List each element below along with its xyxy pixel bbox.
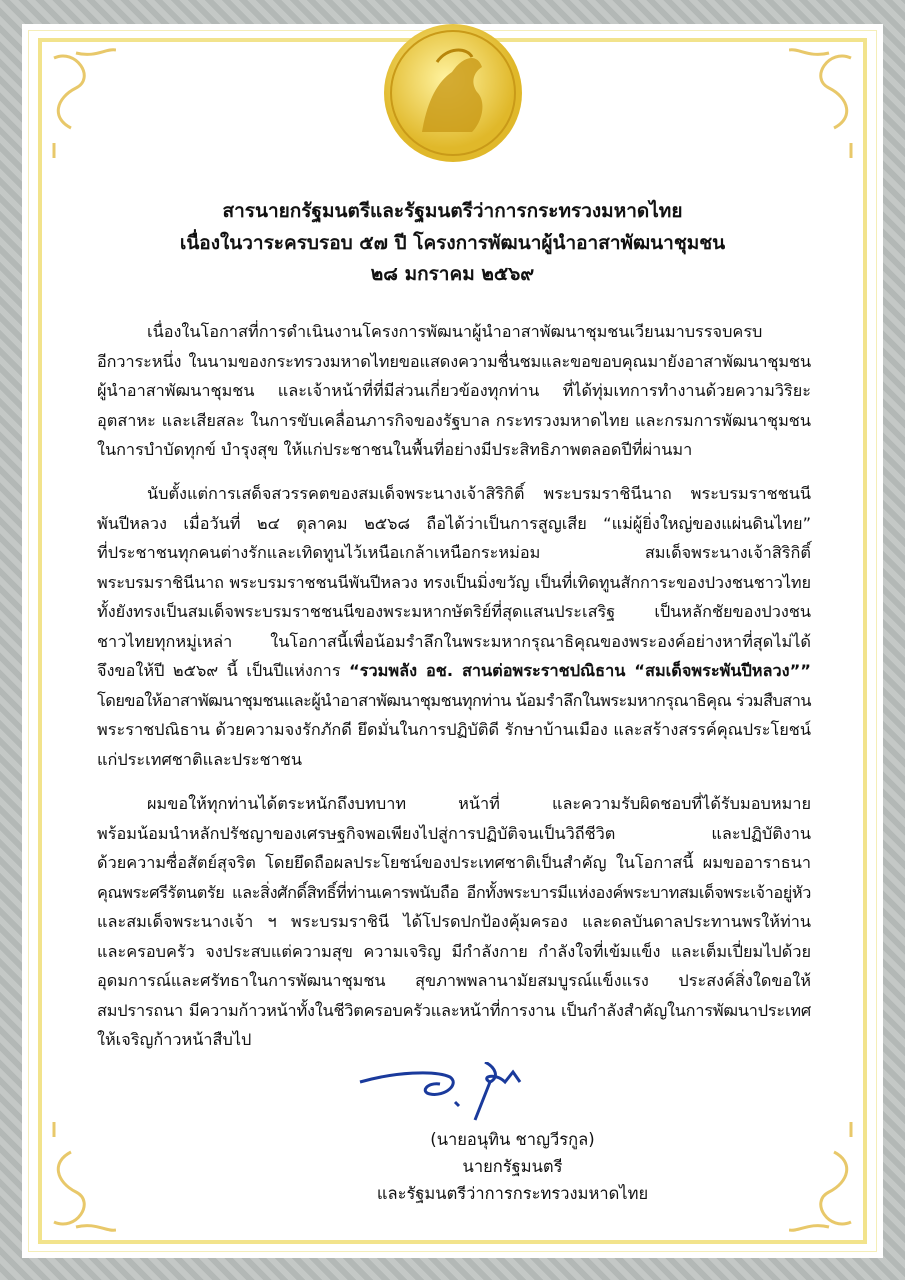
signatory-name: (นายอนุทิน ชาญวีรกูล) <box>430 1130 595 1149</box>
paragraph-line <box>97 630 811 654</box>
text-segment: พระราชปณิธาน ด้วยความจงรักภักดี ยึดมั่นในการปฏิบัติดี รักษาบ้านเมือง และสร้างสรรค์คุณประโยชน์ <box>97 720 811 739</box>
signature-icon <box>355 1062 555 1122</box>
text-segment: ให้เจริญก้าวหน้าสืบไป <box>97 1030 252 1049</box>
paragraph-line <box>97 350 811 374</box>
signatory-position: นายกรัฐมนตรี <box>462 1157 563 1176</box>
document-subtitle: เนื่องในวาระครบรอบ ๕๗ ปี โครงการพัฒนาผู้นำอาสาพัฒนาชุมชน <box>179 232 726 254</box>
paragraph-line <box>97 910 811 934</box>
text-segment: ที่ประชาชนทุกคนต่างรักและเทิดทูนไว้เหนือเกล้าเหนือกระหม่อม สมเด็จพระนางเจ้าสิริกิติ์ <box>97 543 811 562</box>
text-segment: ชาวไทยทุกหมู่เหล่า ในโอกาสนี้เพื่อน้อมรำลึกในพระมหากรุณาธิคุณของพระองค์อย่างหาที่สุดไม่ได้ <box>97 631 811 651</box>
paragraph-line <box>97 438 811 462</box>
text-segment: ผู้นำอาสาพัฒนาชุมชน และเจ้าหน้าที่ที่มีส่วนเกี่ยวข้องทุกท่าน ที่ได้ทุ่มเทการทำงานด้วยความวิริยะ <box>97 381 811 400</box>
signatory-position-ministry: และรัฐมนตรีว่าการกระทรวงมหาดไทย <box>376 1184 649 1203</box>
corner-ornament-icon <box>46 48 116 158</box>
text-segment: จึงขอให้ปี ๒๕๖๙ นี้ เป็นปีแห่งการ <box>97 661 350 680</box>
paragraph-line <box>97 748 811 772</box>
paragraph-line <box>97 851 811 875</box>
paragraph-line <box>147 320 811 344</box>
text-segment: แก่ประเทศชาติและประชาชน <box>97 749 302 769</box>
text-segment: พระบรมราชินีนาถ พระบรมราชชนนีพันปีหลวง ทรงเป็นมิ่งขวัญ เป็นที่เทิดทูนสักการะของปวงชนชาวไทย <box>97 572 811 592</box>
text-segment: คุณพระศรีรัตนตรัย และสิ่งศักดิ์สิทธิ์ที่ท่านเคารพนับถือ อีกทั้งพระบารมีแห่งองค์พระบาทสมเด็จพระเจ้าอยู่หัว <box>97 882 811 902</box>
text-segment: โดยขอให้อาสาพัฒนาชุมชนและผู้นำอาสาพัฒนาชุมชนทุกท่าน น้อมรำลึกในพระมหากรุณาธิคุณ ร่วมสืบสาน <box>97 690 811 710</box>
text-segment: ในการบำบัดทุกข์ บำรุงสุข ให้แก่ประชาชนในพื้นที่อย่างมีประสิทธิภาพตลอดปีที่ผ่านมา <box>97 440 693 459</box>
text-segment: อุตสาหะ และเสียสละ ในการขับเคลื่อนภารกิจของรัฐบาล กระทรวงมหาดไทย และกรมการพัฒนาชุมชน <box>97 410 811 430</box>
document-date: ๒๘ มกราคม ๒๕๖๙ <box>370 263 535 285</box>
paragraph-line <box>97 689 811 713</box>
text-segment: อุดมการณ์และศรัทธาในการพัฒนาชุมชน สุขภาพพลานามัยสมบูรณ์แข็งแรง ประสงค์สิ่งใดขอให้ <box>97 971 811 990</box>
paragraph-line <box>97 999 811 1023</box>
document-title: สารนายกรัฐมนตรีและรัฐมนตรีว่าการกระทรวงมหาดไทย <box>222 200 683 222</box>
paragraph-line <box>97 512 811 536</box>
text-segment: นับตั้งแต่การเสด็จสวรรคตของสมเด็จพระนางเจ้าสิริกิติ์ พระบรมราชินีนาถ พระบรมราชชนนี <box>147 484 811 503</box>
bold-text-segment: “รวมพลัง อช. สานต่อพระราชปณิธาน “สมเด็จพระพันปีหลวง”” <box>349 661 811 680</box>
text-segment: สมปรารถนา มีความก้าวหน้าทั้งในชีวิตครอบครัวและหน้าที่การงาน เป็นกำลังสำคัญในการพัฒนาประเทศ <box>97 1000 811 1020</box>
paragraph-line <box>97 659 811 683</box>
paragraph-line <box>97 571 811 595</box>
text-segment: ทั้งยังทรงเป็นสมเด็จพระบรมราชชนนีของพระมหากษัตริย์ที่สุดแสนประเสริฐ เป็นหลักชัยของปวงชน <box>97 602 811 621</box>
paragraph-line <box>97 1028 811 1052</box>
text-segment: และสมเด็จพระนางเจ้า ฯ พระบรมราชินี ได้โปรดปกป้องคุ้มครอง และดลบันดาลประทานพรให้ท่าน <box>97 912 811 931</box>
paragraph-line <box>97 718 811 742</box>
paragraph-line <box>147 482 811 506</box>
text-segment: ผมขอให้ทุกท่านได้ตระหนักถึงบทบาท หน้าที่ และความรับผิดชอบที่ได้รับมอบหมาย <box>147 794 811 813</box>
text-segment: และครอบครัว จงประสบแต่ความสุข ความเจริญ มีกำลังกาย กำลังใจที่เข้มแข็ง และเต็มเปี่ยมไปด้วย <box>97 941 811 961</box>
text-segment: ด้วยความซื่อสัตย์สุจริต โดยยึดถือผลประโยชน์ของประเทศชาติเป็นสำคัญ ในโอกาสนี้ ผมขออาราธนา <box>97 853 811 872</box>
paragraph-line <box>97 409 811 433</box>
text-segment: พร้อมน้อมนำหลักปรัชญาของเศรษฐกิจพอเพียงไปสู่การปฏิบัติจนเป็นวิถีชีวิต และปฏิบัติงาน <box>97 823 811 843</box>
paragraph-line <box>97 541 811 565</box>
paragraph-line <box>97 379 811 403</box>
corner-ornament-icon <box>789 48 859 158</box>
paragraph-line <box>97 822 811 846</box>
paragraph-line <box>97 940 811 964</box>
ministry-seal-icon <box>382 22 524 164</box>
paragraph-line <box>97 600 811 624</box>
paragraph-line <box>97 969 811 993</box>
text-segment: อีกวาระหนึ่ง ในนามของกระทรวงมหาดไทยขอแสดงความชื่นชมและขอขอบคุณมายังอาสาพัฒนาชุมชน <box>97 351 811 371</box>
paragraph-line <box>147 792 811 816</box>
text-segment: พันปีหลวง เมื่อวันที่ ๒๔ ตุลาคม ๒๕๖๘ ถือได้ว่าเป็นการสูญเสีย “แม่ผู้ยิ่งใหญ่ของแผ่นดินไทย” <box>97 513 811 533</box>
paragraph-line <box>97 881 811 905</box>
text-segment: เนื่องในโอกาสที่การดำเนินงานโครงการพัฒนาผู้นำอาสาพัฒนาชุมชนเวียนมาบรรจบครบ <box>147 322 763 341</box>
